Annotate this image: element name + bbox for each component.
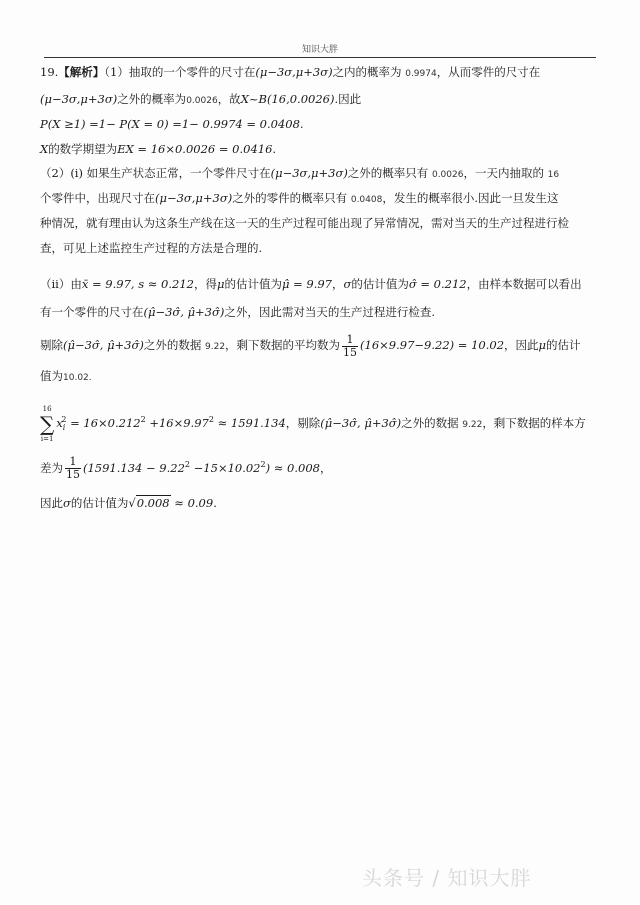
solution-line-7	[40, 215, 569, 231]
text-segment: .因此	[334, 92, 362, 106]
text-segment: 之外的概率为	[117, 92, 187, 106]
text-segment: 的估计值为	[224, 277, 282, 291]
solution-line-15	[40, 495, 217, 511]
number-value: 9.22	[462, 419, 483, 430]
text-segment: 之内的概率为	[332, 65, 402, 79]
math-expression: +16×9.97	[145, 415, 209, 430]
analysis-tag: 【解析】	[58, 65, 105, 79]
sum-upper-limit: 16	[42, 404, 52, 413]
text-segment: ，剩下数据的样本方	[482, 415, 586, 430]
math-expression: (16×9.97−9.22) = 10.02	[360, 338, 505, 352]
math-variable: σ	[63, 496, 71, 510]
text-segment: ，剔除	[285, 415, 321, 430]
summation-symbol	[40, 404, 54, 444]
math-superscript: 2	[140, 415, 146, 424]
solution-line-5	[40, 165, 559, 183]
number-value: 10.02.	[63, 373, 92, 383]
text-segment: 的估计值为	[70, 496, 129, 510]
math-expression: −15×10.02	[190, 460, 261, 475]
fraction	[65, 456, 81, 481]
watermark-text: 头条号 / 知识大胖	[362, 866, 532, 890]
header-divider	[44, 57, 596, 58]
math-superscript: 2	[208, 415, 214, 424]
text-segment: 的数学期望为	[48, 142, 118, 156]
math-expression: EX = 16×0.0026 = 0.0416	[117, 142, 273, 156]
text-segment: ，得	[193, 277, 217, 291]
solution-line-11	[40, 330, 581, 362]
text-segment: ，一天内抽取的	[463, 166, 544, 180]
number-value: 0.0408	[350, 195, 383, 205]
sigma-icon: ∑	[40, 411, 55, 436]
math-interval: (μ−3σ,μ+3σ)	[270, 166, 348, 180]
fraction	[342, 334, 358, 359]
text-segment: .	[213, 496, 217, 510]
fraction-numerator: 1	[65, 456, 81, 469]
text-segment: .	[272, 142, 277, 156]
solution-line-6	[40, 190, 559, 208]
text-segment: ，从而零件的尺寸在	[436, 65, 541, 79]
solution-line-14	[40, 450, 331, 483]
math-superscript: 2	[260, 460, 266, 469]
text-segment: ，	[319, 460, 332, 475]
text-segment: 之外的概率只有	[347, 166, 429, 180]
solution-line-9	[40, 276, 582, 292]
solution-line-2	[40, 91, 361, 109]
math-interval: (μ−3σ,μ+3σ)	[40, 92, 118, 106]
sqrt-radicand: 0.008	[136, 496, 170, 510]
text-segment: ，由样本数据可以看出	[466, 277, 582, 291]
fraction-denominator: 15	[66, 468, 80, 482]
math-interval: (μ−3σ,μ+3σ)	[255, 65, 333, 79]
text-segment: ，发生的概率很小.因此一旦发生这	[382, 191, 559, 205]
math-variable: X	[40, 142, 49, 156]
sqrt-icon: √	[128, 496, 136, 510]
page-header-title: 知识大胖	[301, 45, 338, 55]
text-segment: （ii）由	[40, 277, 82, 291]
text-segment: 之外的数据	[401, 415, 459, 430]
math-expression: X~B(16,0.0026)	[240, 92, 335, 106]
solution-line-4	[40, 141, 276, 157]
number-value: 0.9974	[405, 69, 437, 79]
number-value: 16	[547, 170, 560, 180]
math-expression: σ̂ = 0.212	[408, 277, 467, 291]
text-segment: 种情况，就有理由认为这条生产线在这一天的生产过程可能出现了异常情况，需对当天的生产过程进行检	[40, 216, 569, 230]
math-expression: ≈ 1591.134	[213, 415, 286, 430]
text-segment: ，故	[217, 92, 241, 106]
fraction-numerator: 1	[342, 334, 358, 347]
math-interval: (μ−3σ,μ+3σ)	[155, 191, 233, 205]
math-expression: (1591.134 − 9.22	[83, 460, 185, 475]
solution-line-3	[40, 116, 304, 132]
math-interval: (μ̂−3σ̂, μ̂+3σ̂)	[143, 305, 225, 319]
number-value: 9.22	[205, 342, 226, 352]
sum-lower-limit: i=1	[40, 434, 54, 443]
number-value: 0.0026	[186, 96, 218, 106]
math-superscript: 2	[184, 460, 191, 469]
solution-line-12	[40, 368, 92, 386]
solution-line-10	[40, 304, 435, 320]
number-value: 0.0026	[431, 170, 464, 180]
math-superscript: 2	[61, 415, 67, 424]
fraction-denominator: 15	[343, 345, 358, 359]
math-variable: μ	[216, 277, 225, 291]
text-segment: 之外的零件的概率只有	[232, 191, 348, 205]
math-variable: σ	[343, 277, 352, 291]
text-segment: 的估计值为	[351, 277, 409, 291]
math-expression: ) ≈ 0.008	[265, 460, 320, 475]
math-expression: ≈ 0.09	[170, 496, 214, 510]
text-segment: （2）(i) 如果生产状态正常，一个零件尺寸在	[40, 166, 271, 180]
text-segment: .	[299, 117, 304, 131]
math-expression: P(X ≥1) =1− P(X = 0) =1− 0.9974 = 0.0408	[40, 117, 300, 131]
math-subscript: i	[62, 423, 66, 433]
solution-line-8	[40, 240, 262, 256]
math-interval: (μ̂−3σ̂, μ̂+3σ̂)	[320, 415, 402, 430]
math-interval: (μ̂−3σ̂, μ̂+3σ̂)	[63, 338, 144, 352]
text-segment: 有一个零件的尺寸在	[40, 305, 144, 319]
math-expression: = 16×0.212	[66, 415, 141, 430]
math-variable: x	[56, 415, 63, 430]
text-segment: ，	[332, 277, 344, 291]
text-segment: 因此	[40, 496, 63, 510]
math-expression: μ̂ = 9.97	[281, 277, 332, 291]
text-segment: 个零件中，出现尺寸在	[40, 191, 155, 205]
text-segment: 查，可见上述监控生产过程的方法是合理的.	[40, 241, 263, 255]
text-segment: 之外的数据	[143, 338, 202, 352]
text-segment: ，因此	[504, 338, 539, 352]
solution-line-1	[40, 64, 540, 82]
text-segment: 值为	[40, 369, 63, 383]
math-variable: μ	[538, 338, 546, 352]
text-segment: ，剩下数据的平均数为	[225, 338, 341, 352]
question-number: 19.	[40, 65, 59, 79]
text-segment: 之外，因此需对当天的生产过程进行检查.	[224, 305, 435, 319]
math-expression: x̄ = 9.97, s ≈ 0.212	[81, 277, 194, 291]
text-segment: （1）抽取的一个零件的尺寸在	[104, 65, 256, 79]
solution-line-13	[40, 400, 586, 448]
text-segment: 差为	[40, 460, 63, 475]
text-segment: 的估计	[546, 338, 581, 352]
text-segment: 剔除	[40, 338, 63, 352]
